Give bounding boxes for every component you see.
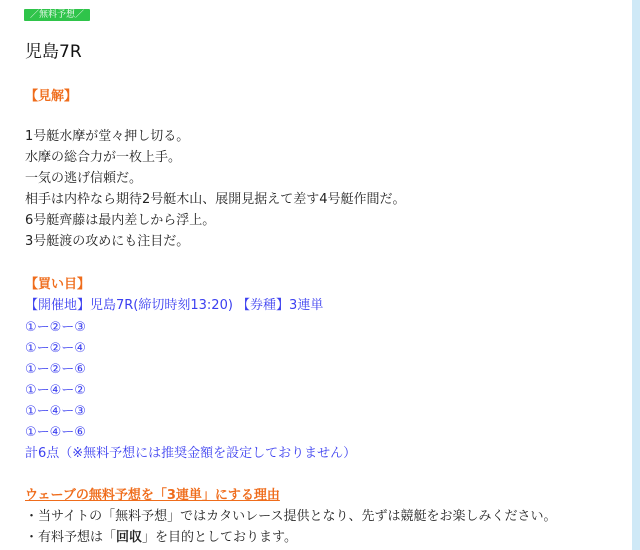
combo-1: ①ー②ー③	[25, 320, 86, 335]
kaime-info: 【開催地】児島7R(締切時刻13:20) 【券種】3連単	[25, 298, 324, 313]
kaime-total: 計6点（※無料予想には推奨金額を設定しておりません）	[25, 446, 357, 461]
reason-line-2-bold: 回収	[116, 530, 143, 545]
free-prediction-badge: ／無料予想／	[24, 9, 90, 21]
kenkai-label: 【見解】	[25, 89, 78, 104]
reason-line-2-prefix: ・有料予想は「	[25, 530, 117, 545]
race-title: 児島7R	[25, 42, 82, 62]
reason-line-2-suffix: 」を目的としております。	[142, 530, 297, 545]
kaime-label: 【買い目】	[25, 277, 91, 292]
kenkai-line-1: 1号艇水摩が堂々押し切る。	[25, 129, 190, 144]
combo-4: ①ー④ー②	[25, 383, 86, 398]
combo-5: ①ー④ー③	[25, 404, 86, 419]
kenkai-line-6: 3号艇渡の攻めにも注目だ。	[25, 234, 190, 249]
kenkai-line-2: 水摩の総合力が一枚上手。	[25, 150, 182, 165]
combo-2: ①ー②ー④	[25, 341, 86, 356]
reason-line-1: ・当サイトの「無料予想」ではカタいレース提供となり、先ずは競艇をお楽しみください。	[25, 509, 557, 524]
reason-line-2	[25, 530, 297, 546]
kenkai-line-5: 6号艇齊藤は最内差しから浮上。	[25, 213, 216, 228]
combo-3: ①ー②ー⑥	[25, 362, 86, 377]
kenkai-line-4: 相手は内枠なら期待2号艇木山、展開見据えて差す4号艇作間だ。	[25, 192, 406, 207]
combo-6: ①ー④ー⑥	[25, 425, 86, 440]
reason-title: ウェーブの無料予想を「3連単」にする理由	[25, 488, 280, 503]
kenkai-line-3: 一気の逃げ信頼だ。	[25, 171, 143, 186]
